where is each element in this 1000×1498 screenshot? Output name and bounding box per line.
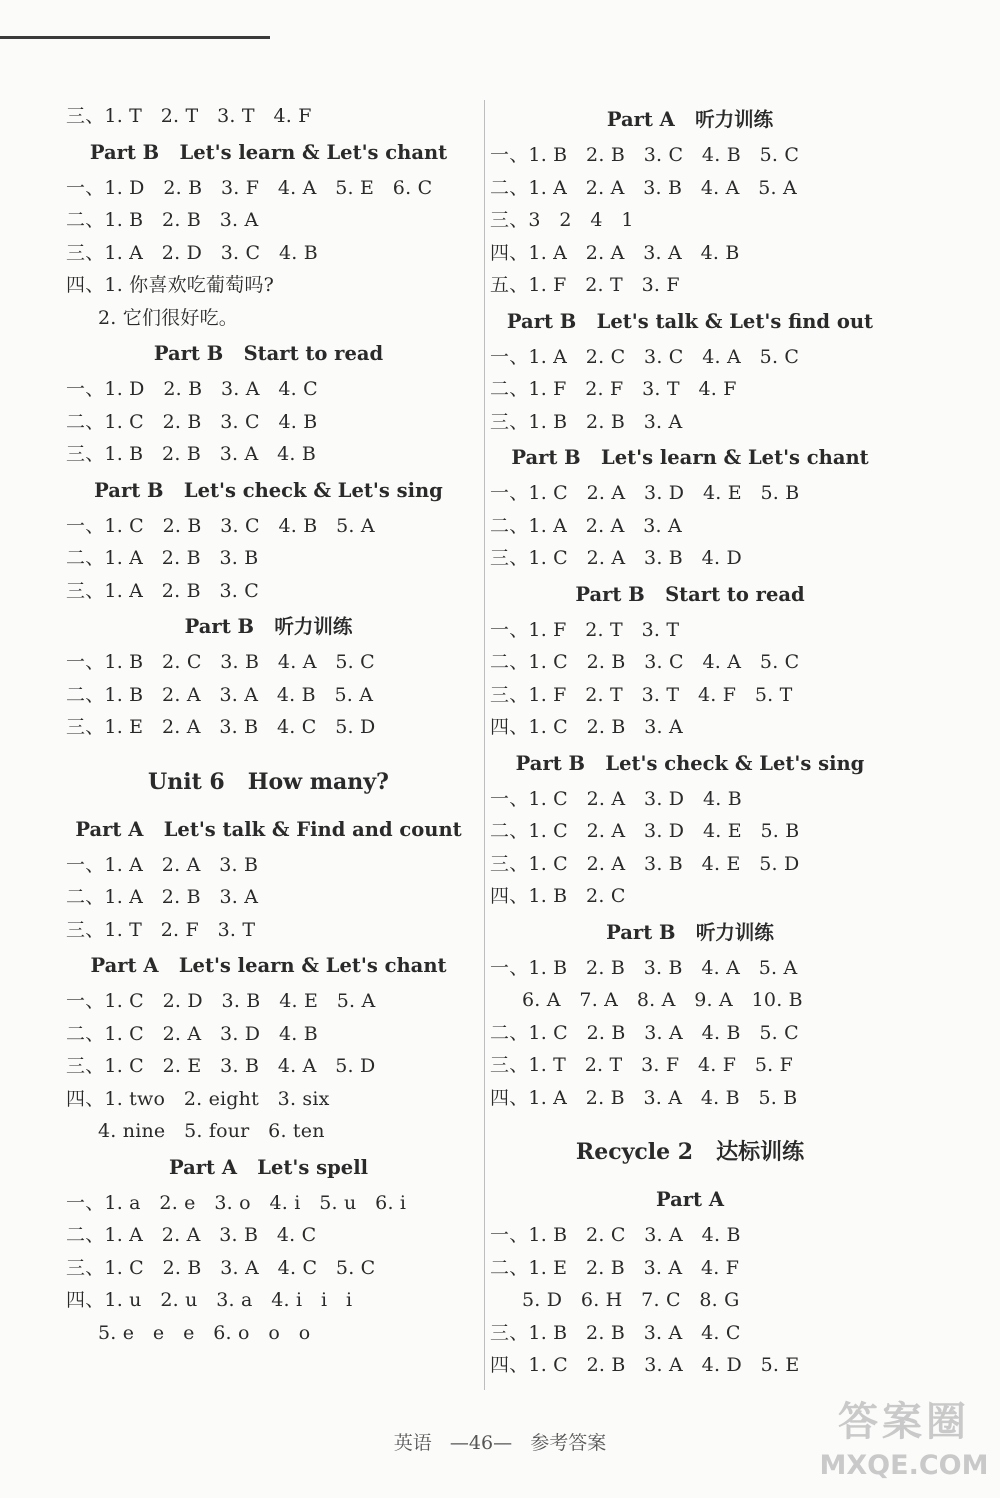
answer-line: 二、1. E 2. B 3. A 4. F [490,1256,740,1279]
answer-line: 二、1. A 2. A 3. B 4. C [66,1224,317,1246]
answer-line: 一、1. A 2. A 3. B [66,853,259,876]
section-heading: Part A Let's spell [168,1155,369,1179]
watermark-logo [816,1390,992,1490]
answer-line: 二、1. C 2. A 3. D 4. B [66,1022,318,1045]
answer-line: 二、1. C 2. B 3. C 4. A 5. C [490,651,800,673]
answer-line: 一、1. a 2. e 3. o 4. i 5. u 6. i [66,1191,407,1214]
answer-line: 四、1. C 2. B 3. A 4. D 5. E [490,1354,800,1376]
page-footer: 英语 —46— 参考答案 [393,1432,607,1454]
answer-line: 一、1. B 2. B 3. B 4. A 5. A [490,956,798,979]
answer-line: 二、1. A 2. A 3. B 4. A 5. A [490,176,797,199]
answer-line: 一、1. B 2. C 3. B 4. A 5. C [66,651,375,673]
answer-line: 4. nine 5. four 6. ten [98,1120,325,1142]
answer-line: 三、1. B 2. B 3. A 4. B [66,443,317,465]
answer-line: 一、1. C 2. B 3. C 4. B 5. A [66,514,375,537]
section-heading: Part B Let's learn & Let's chant [511,446,869,469]
section-heading: Part A [656,1188,724,1211]
section-heading: Part B Let's check & Let's sing [94,478,443,502]
section-heading: Part A 听力训练 [606,108,774,131]
section-heading: Part B Start to read [153,342,384,365]
answer-line: 四、1. C 2. B 3. A [490,716,683,738]
answer-line: 二、1. B 2. B 3. A [66,209,259,231]
answer-line: 四、1. 你喜欢吃葡萄吗? [66,274,274,296]
answer-line: 5. e e e 6. o o o [98,1321,311,1344]
answer-line: 三、1. T 2. T 3. T 4. F [66,105,312,127]
answer-line: 一、1. C 2. A 3. D 4. E 5. B [490,482,800,504]
answer-line: 三、1. A 2. D 3. C 4. B [66,241,318,264]
answer-line: 四、1. two 2. eight 3. six [66,1087,330,1110]
section-heading: Part B 听力训练 [184,615,353,638]
answer-line: 一、1. F 2. T 3. T [490,618,680,641]
answer-line: 一、1. B 2. C 3. A 4. B [490,1224,741,1246]
unit-title: Unit 6 How many? [148,768,389,795]
section-heading: Part B Start to read [575,582,805,606]
answer-line: 三、1. C 2. A 3. B 4. D [490,547,742,569]
answer-line: 三、1. T 2. F 3. T [66,918,256,941]
answer-line: 2. 它们很好吃。 [98,306,238,329]
answer-line: 三、1. A 2. B 3. C [66,579,259,602]
watermark-url: MXQE.COM [819,1450,989,1481]
answer-line: 五、1. F 2. T 3. F [490,274,680,296]
answer-line: 6. A 7. A 8. A 9. A 10. B [522,989,803,1011]
answer-line: 二、1. A 2. B 3. A [66,886,259,908]
answer-line: 三、1. C 2. A 3. B 4. E 5. D [490,852,800,875]
answer-line: 三、3 2 4 1 [490,209,634,231]
answer-line: 二、1. A 2. B 3. B [66,547,259,569]
answer-line: 四、1. u 2. u 3. a 4. i i i [66,1289,353,1311]
answer-line: 三、1. T 2. T 3. F 4. F 5. F [490,1054,794,1076]
section-heading: Part B 听力训练 [606,920,774,944]
answer-line: 二、1. F 2. F 3. T 4. F [490,378,737,400]
answer-line: 二、1. C 2. B 3. A 4. B 5. C [490,1021,799,1044]
answer-line: 5. D 6. H 7. C 8. G [522,1289,740,1311]
answer-line: 四、1. A 2. A 3. A 4. B [490,241,740,264]
answer-line: 一、1. C 2. A 3. D 4. B [490,787,742,810]
answer-line: 一、1. A 2. C 3. C 4. A 5. C [490,345,800,368]
section-heading: Part B Let's check & Let's sing [515,751,865,775]
answer-line: 三、1. B 2. B 3. A [490,410,683,433]
watermark-text: 答案圈 [838,1399,970,1445]
section-heading: Part A Let's learn & Let's chant [90,954,447,977]
section-heading: Part B Let's learn & Let's chant [89,140,448,164]
top-rule [0,36,270,39]
column-divider [484,100,485,1390]
answer-line: 一、1. D 2. B 3. A 4. C [66,378,318,400]
right-column [490,100,890,1382]
answer-line: 四、1. A 2. B 3. A 4. B 5. B [490,1086,798,1109]
left-column [66,100,471,1349]
answer-line: 二、1. C 2. A 3. D 4. E 5. B [490,820,800,842]
answer-line: 三、1. B 2. B 3. A 4. C [490,1321,741,1344]
answer-line: 一、1. C 2. D 3. B 4. E 5. A [66,990,376,1012]
answer-line: 二、1. A 2. A 3. A [490,514,682,537]
answer-line: 四、1. B 2. C [490,885,626,907]
answer-line: 三、1. C 2. B 3. A 4. C 5. C [66,1256,376,1279]
answer-line: 三、1. F 2. T 3. T 4. F 5. T [490,683,793,706]
answer-line: 二、1. C 2. B 3. C 4. B [66,410,318,433]
answer-line: 一、1. D 2. B 3. F 4. A 5. E 6. C [66,176,433,199]
section-heading: Part A Let's talk & Find and count [75,817,462,841]
answer-line: 二、1. B 2. A 3. A 4. B 5. A [66,683,374,706]
answer-line: 三、1. C 2. E 3. B 4. A 5. D [66,1055,376,1077]
answer-line: 一、1. B 2. B 3. C 4. B 5. C [490,144,800,166]
unit-title: Recycle 2 达标训练 [575,1139,805,1165]
answer-line: 三、1. E 2. A 3. B 4. C 5. D [66,716,376,738]
section-heading: Part B Let's talk & Let's find out [506,309,874,333]
